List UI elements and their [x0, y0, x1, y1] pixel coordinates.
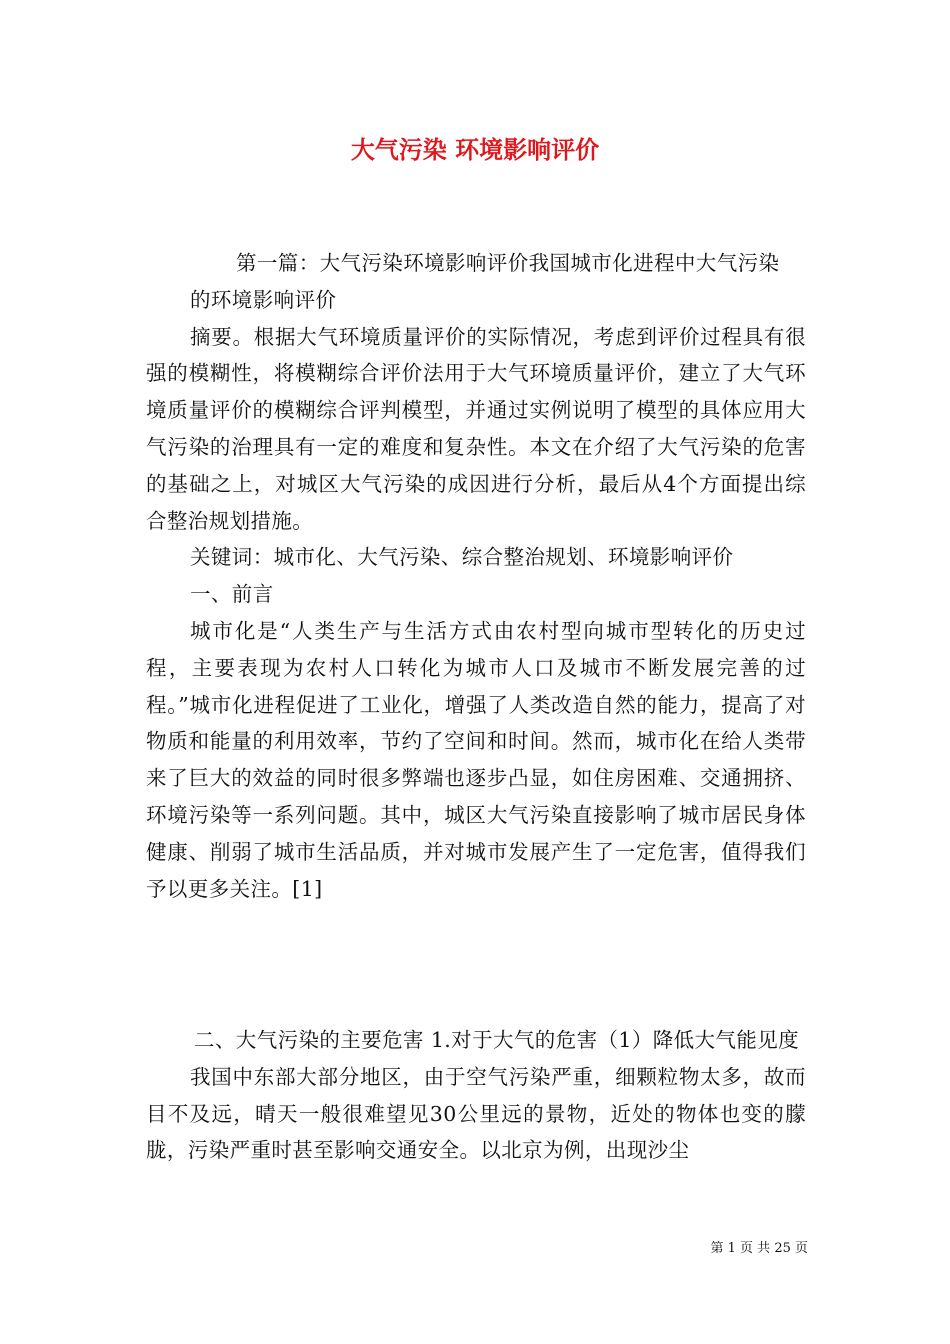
keywords-paragraph: 关键词：城市化、大气污染、综合整治规划、环境影响评价 — [190, 545, 734, 570]
page-number-footer: 第 1 页 共 25 页 — [710, 1241, 808, 1256]
chapter-heading: 第一篇：大气污染环境影响评价我国城市化进程中大气污染 — [236, 251, 780, 275]
body-section-bottom — [146, 1022, 806, 1169]
chapter-heading-continued: 的环境影响评价 — [190, 287, 337, 312]
abstract-paragraph: 摘要。根据大气环境质量评价的实际情况，考虑到评价过程具有很强的模糊性，将模糊综合评价法用于大气环境质量评价，建立了大气环境质量评价的模糊综合评判模型，并通过实例说明了模型的具体应用大气污染的治理具有一定的难度和复杂性。本文在介绍了大气污染的危害的基础之上，对城区大气污染的成因进行分析，最后从4个方面提出综合整治规划措施。 — [146, 324, 806, 533]
section-heading-hazards: 二、大气污染的主要危害 1.对于大气的危害（1）降低大气能见度 — [194, 1028, 800, 1052]
visibility-paragraph: 我国中东部大部分地区，由于空气污染严重，细颗粒物太多，故而目不及远，晴天一般很难望见30公里远的景物，近处的物体也变的朦胧，污染严重时甚至影响交通安全。以北京为例，出现沙尘 — [146, 1064, 806, 1163]
body-section-top — [146, 245, 806, 907]
preface-paragraph: 城市化是“人类生产与生活方式由农村型向城市型转化的历史过程，主要表现为农村人口转化为城市人口及城市不断发展完善的过程。”城市化进程促进了工业化，增强了人类改造自然的能力，提高了对物质和能量的利用效率，节约了空间和时间。然而，城市化在给人类带来了巨大的效益的同时很多弊端也逐步凸显，如住房困难、交通拥挤、环境污染等一系列问题。其中，城区大气污染直接影响了城市居民身体健康、削弱了城市生活品质，并对城市发展产生了一定危害，值得我们予以更多关注。[1] — [146, 618, 806, 901]
document-title: 大气污染 环境影响评价 — [350, 136, 600, 164]
section-heading-preface: 一、前言 — [190, 582, 274, 607]
